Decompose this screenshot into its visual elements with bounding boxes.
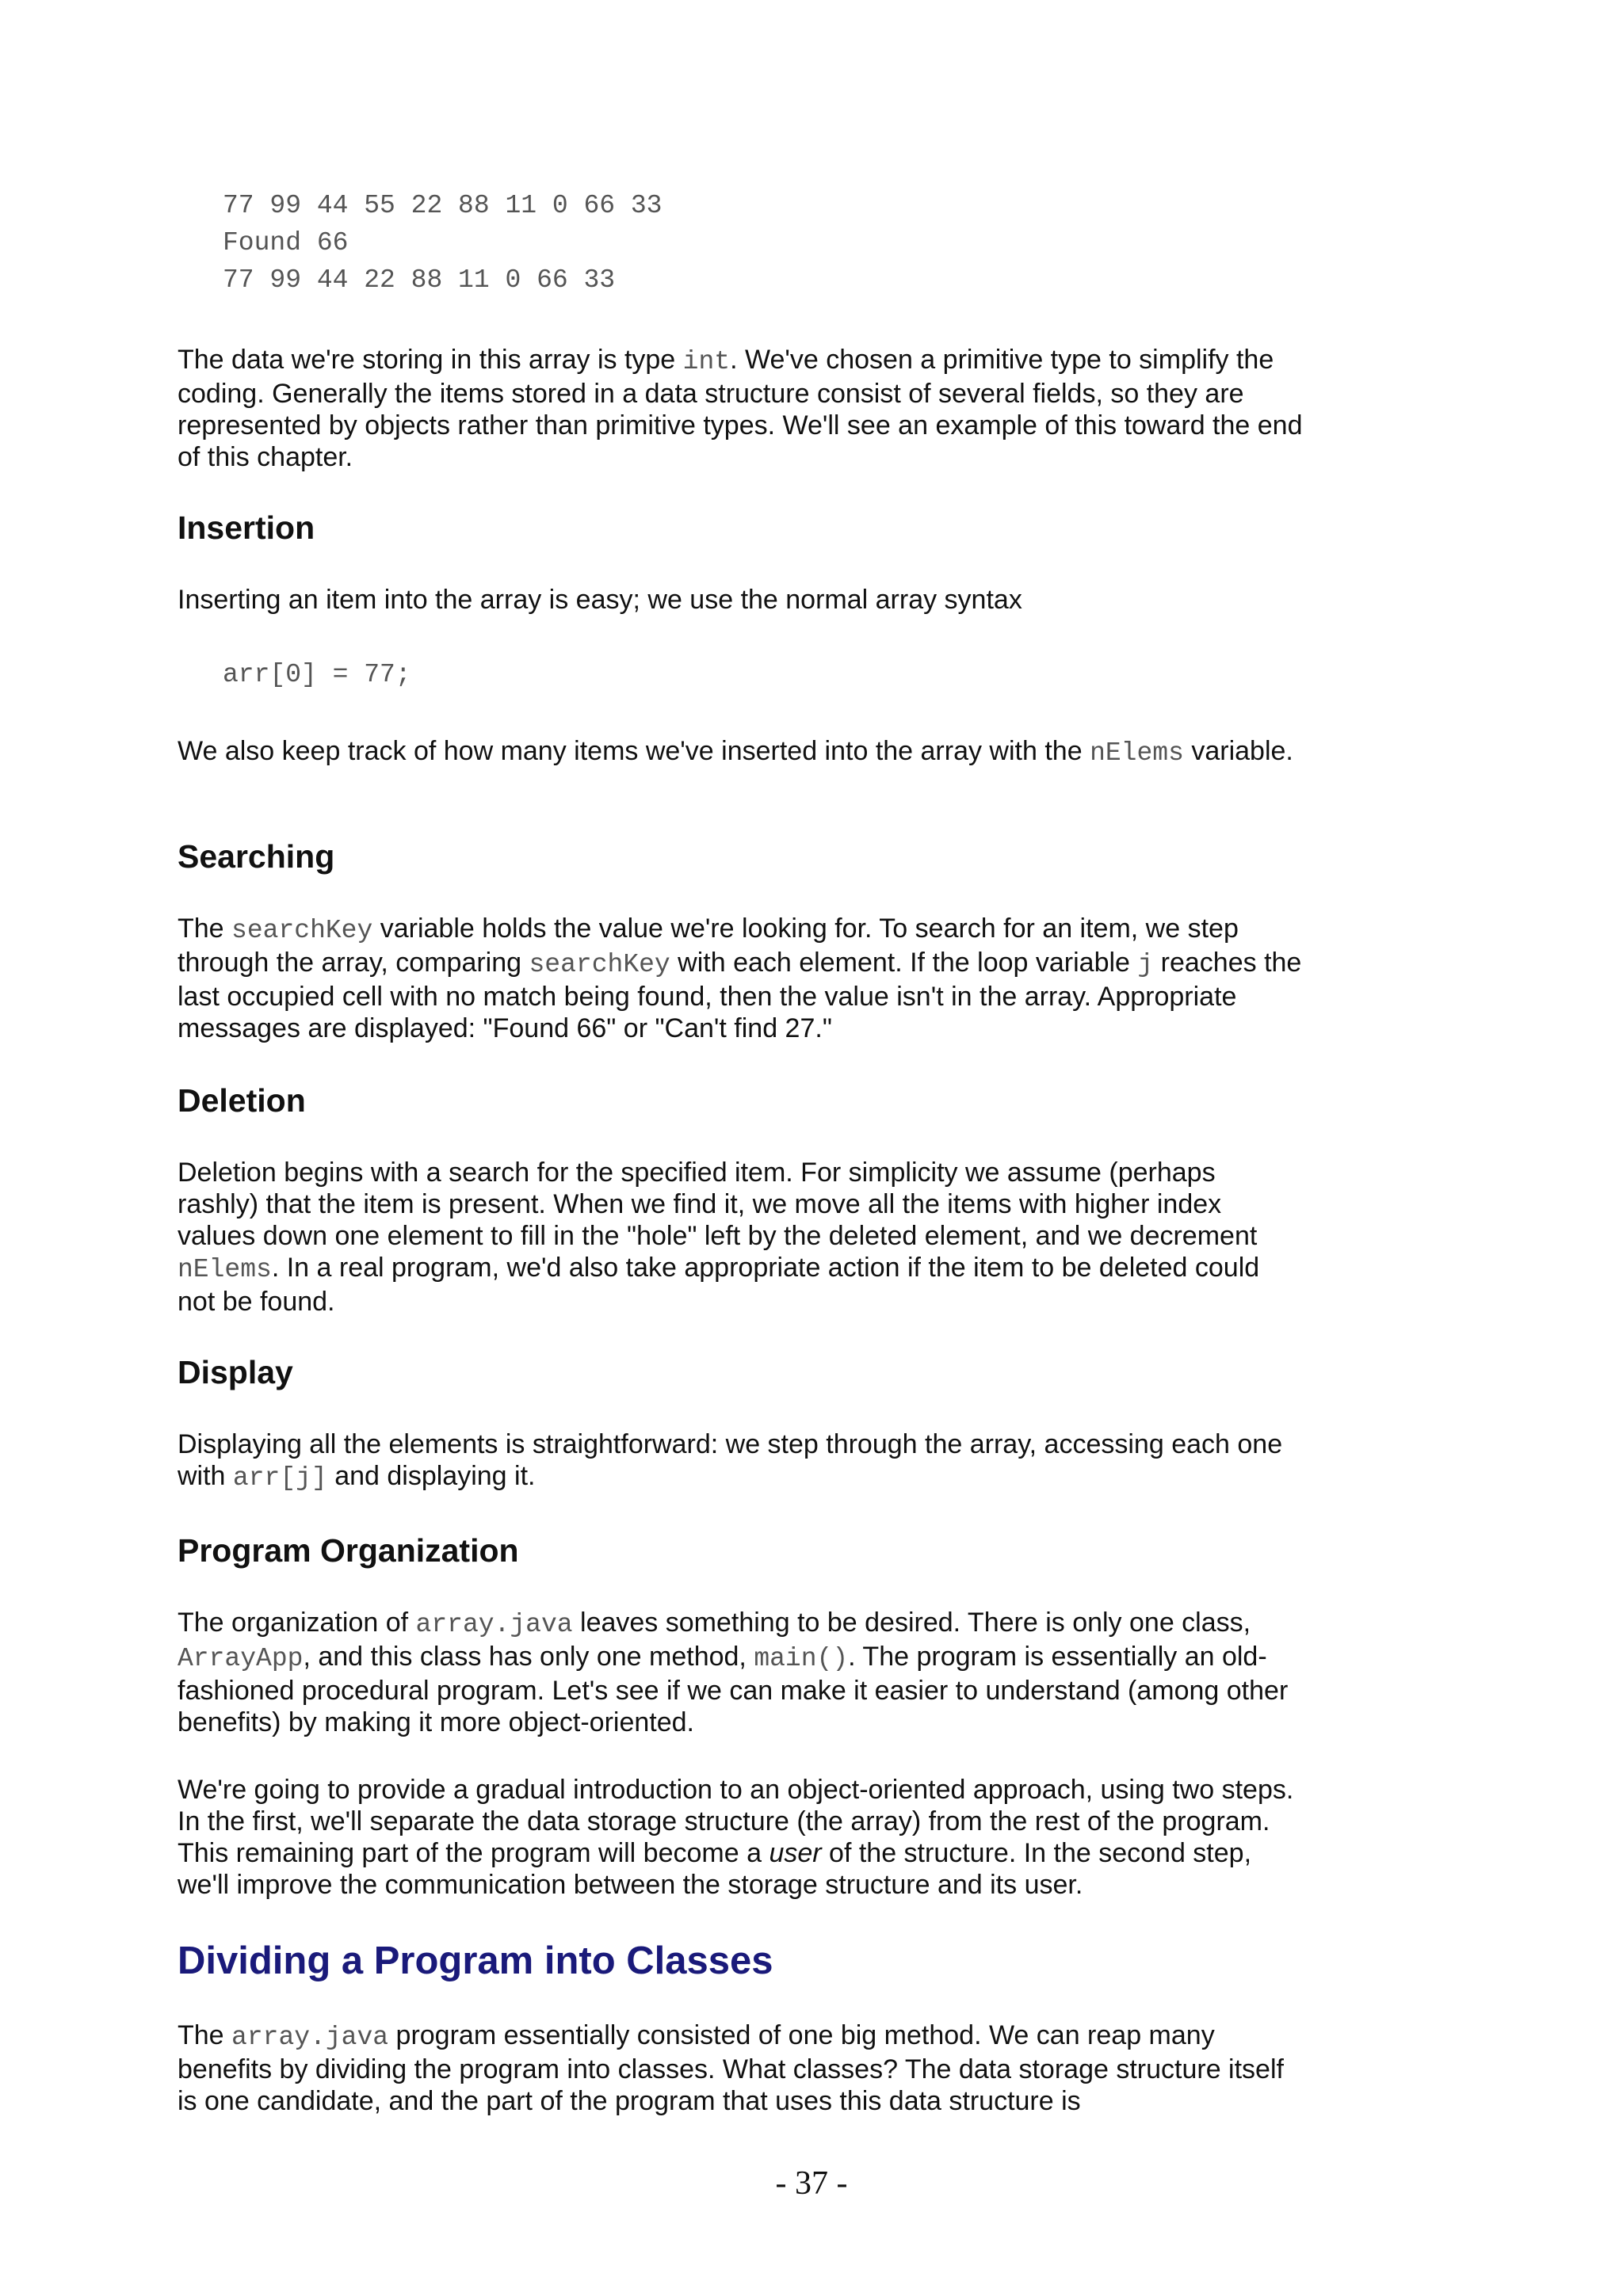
program-output-block (223, 187, 1348, 299)
inline-code: ArrayApp (178, 1644, 304, 1673)
paragraph-dividing: The array.java program essentially consisted of one big method. We can reap many benefits by dividing the program into classes. What classes? The data storage structure itself is one candidate, and the part of the program that uses this data structure is (178, 2020, 1284, 2116)
output-line: 77 99 44 22 88 11 0 66 33 (223, 265, 616, 295)
heading-deletion: Deletion (178, 1082, 306, 1119)
paragraph-display: Displaying all the elements is straightforward: we step through the array, accessing each one with arr[j] and displaying it. (178, 1429, 1283, 1493)
paragraph-object-oriented: We're going to provide a gradual introduction to an object-oriented approach, using two steps. In the first, we'll separate the data storage structure (the array) from the rest of the program. This remaining part of the program will become a user of the structure. In the second step, we'll improve the communication between the storage structure and its user. (178, 1775, 1294, 1900)
page-number: - 37 - (775, 2165, 848, 2202)
inline-code: nElems (178, 1255, 272, 1284)
emphasis: user (769, 1838, 822, 1868)
heading-insertion: Insertion (178, 509, 315, 546)
heading-display: Display (178, 1354, 293, 1390)
section-heading-dividing-classes: Dividing a Program into Classes (178, 1939, 773, 1982)
heading-searching: Searching (178, 838, 335, 875)
inline-code: array.java (231, 2023, 389, 2052)
code-line: arr[0] = 77; (223, 660, 411, 689)
inline-code: j (1137, 950, 1154, 979)
inline-code: searchKey (529, 950, 670, 979)
paragraph-data-type: The data we're storing in this array is type int. We've chosen a primitive type to simplify the coding. Generally the items stored in a data structure consist of several fields, so they are represented by objects rather than primitive types. We'll see an example of this toward the end of this chapter. (178, 345, 1303, 472)
output-line: Found 66 (223, 228, 349, 257)
paragraph-program-organization: The organization of array.java leaves something to be desired. There is only one class, ArrayApp, and this class has only one method, main(). The program is essentially an old-fashioned procedural program. Let's see if we can make it easier to understand (among other benefits) by making it more object-oriented. (178, 1608, 1289, 1737)
inline-code: searchKey (231, 916, 373, 945)
paragraph-insertion-nelems: We also keep track of how many items we've inserted into the array with the nElems variable. (178, 736, 1293, 768)
paragraph-searching: The searchKey variable holds the value we're looking for. To search for an item, we step through the array, comparing searchKey with each element. If the loop variable j reaches the last occupied cell with no match being found, then the value isn't in the array. Appropriate messages are displayed: "Found 66" or "Can't find 27." (178, 913, 1302, 1043)
heading-program-organization: Program Organization (178, 1532, 519, 1569)
output-line: 77 99 44 55 22 88 11 0 66 33 (223, 191, 663, 220)
paragraph-insertion: Inserting an item into the array is easy; we use the normal array syntax (178, 585, 1022, 615)
inline-code: array.java (415, 1610, 573, 1639)
inline-code: nElems (1090, 738, 1184, 768)
inline-code: arr[j] (232, 1463, 327, 1493)
paragraph-deletion: Deletion begins with a search for the specified item. For simplicity we assume (perhaps rashly) that the item is present. When we find it, we move all the items with higher index values down one element to fill in the "hole" left by the deleted element, and we decrement nElems. In a real program, we'd also take appropriate action if the item to be deleted could not be found. (178, 1158, 1260, 1317)
inline-code: main() (754, 1644, 849, 1673)
inline-code: int (682, 347, 731, 376)
